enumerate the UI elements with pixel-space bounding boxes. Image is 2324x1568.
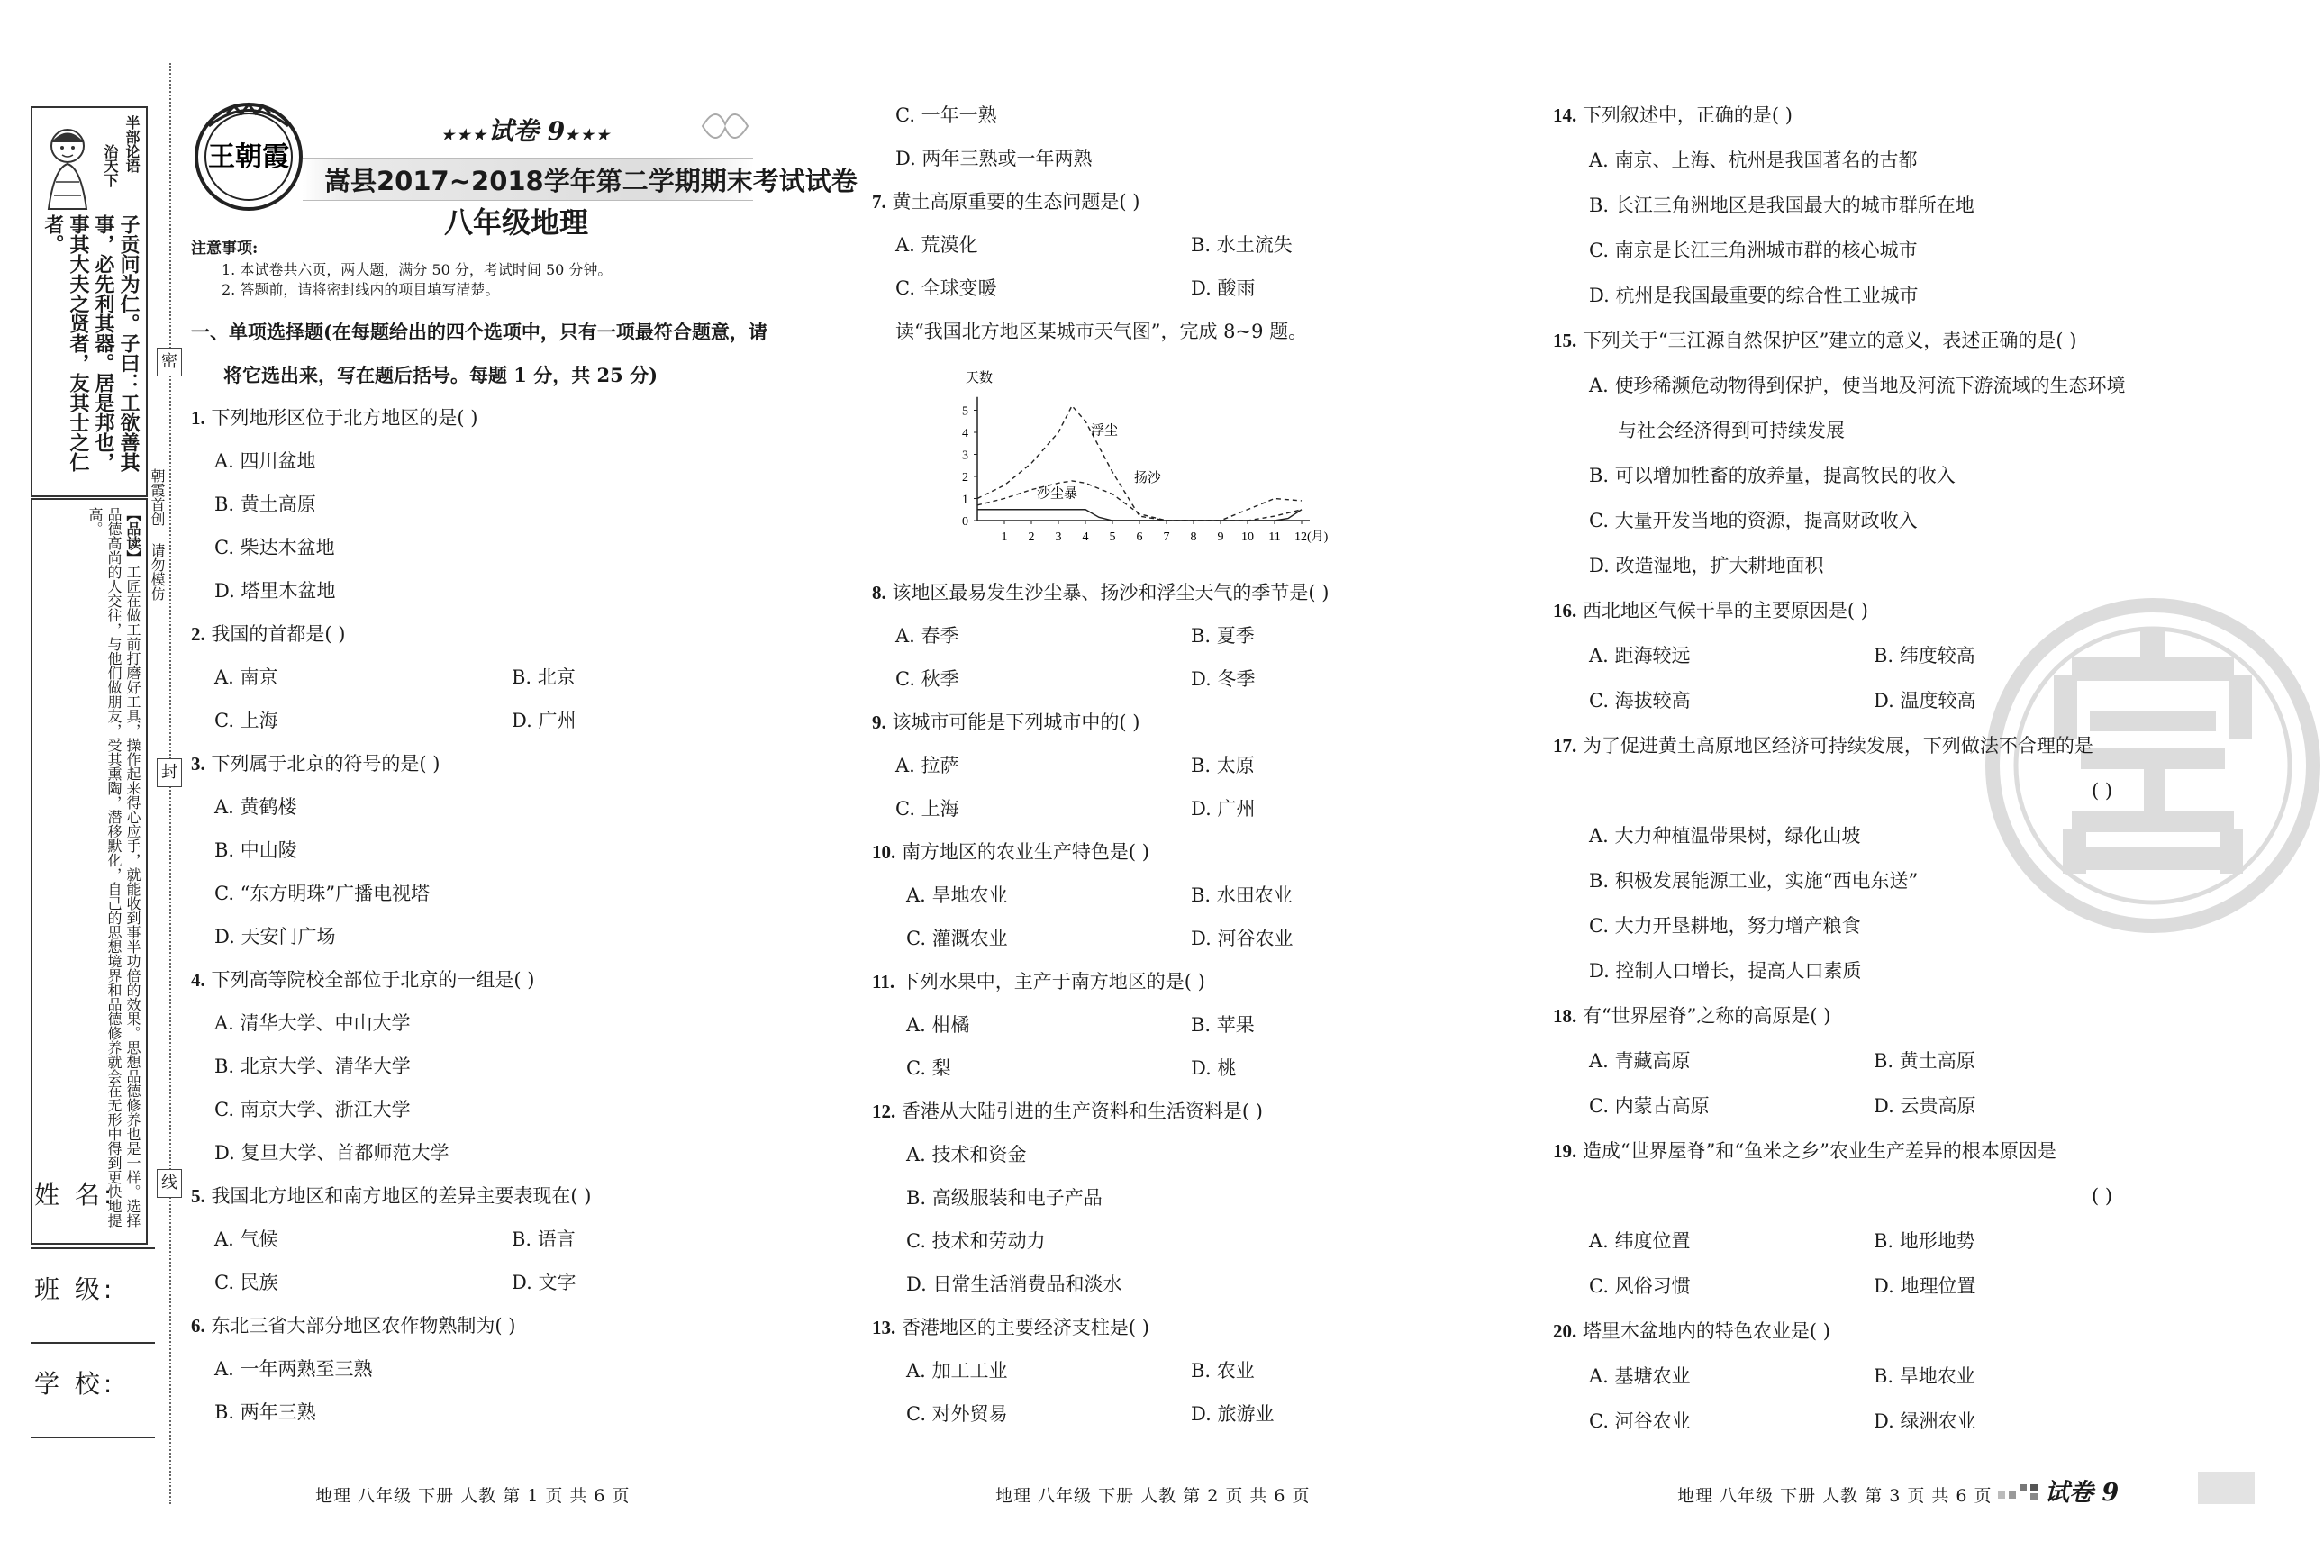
q7-option-b[interactable]: B. 水土流失 (1191, 234, 1293, 256)
q19-stem: 造成“世界屋脊”和“鱼米之乡”农业生产差异的根本原因是 (1582, 1140, 2056, 1162)
question-19 (1553, 1140, 2056, 1163)
notice-2: 2. 答题前，请将密封线内的项目填写清楚。 (222, 281, 500, 298)
pindu-text-wrap (86, 507, 142, 1228)
pindu-box (31, 498, 148, 1245)
q11-option-c[interactable]: C. 梨 (906, 1057, 951, 1079)
chart-x-tick-label: 6 (1136, 530, 1143, 544)
motto-text: 子贡问为仁。子曰：工欲善其事，必先利其器。居是邦也，事其大夫之贤者，友其士之仁者。 (41, 214, 140, 472)
q6-option-b[interactable]: B. 两年三熟 (214, 1401, 316, 1423)
q10-stem: 南方地区的农业生产特色是( ) (901, 841, 1149, 863)
question-20 (1553, 1320, 1830, 1343)
q6-option-a[interactable]: A. 一年两熟至三熟 (214, 1358, 373, 1380)
chart-series-line (977, 481, 1302, 521)
q9-option-b[interactable]: B. 太原 (1191, 755, 1255, 776)
q18-num: 18. (1553, 1005, 1577, 1027)
q8-option-a[interactable]: A. 春季 (895, 625, 959, 647)
q20-option-b[interactable]: B. 旱地农业 (1874, 1365, 1975, 1387)
q16-option-d[interactable]: D. 温度较高 (1874, 690, 1976, 711)
question-17 (1553, 735, 2093, 757)
class-field[interactable] (31, 1342, 155, 1344)
chart-y-tick-label: 1 (962, 493, 968, 507)
footer-page-2: 地理 八年级 下册 人教 第 2 页 共 6 页 (995, 1486, 1311, 1506)
q16-option-b[interactable]: B. 纬度较高 (1874, 645, 1975, 666)
footer-page-3: 地理 八年级 下册 人教 第 3 页 共 6 页 (1677, 1486, 1993, 1506)
paper-badge (441, 112, 612, 148)
ribbon-decoration (694, 99, 757, 153)
badge-stars-right: ★★★ (565, 126, 613, 143)
question-3 (191, 753, 440, 775)
q2-option-a[interactable]: A. 南京 (214, 666, 278, 688)
motto-header: 半部论语 (123, 115, 141, 173)
q18-stem: 有“世界屋脊”之称的高原是( ) (1582, 1005, 1831, 1027)
chart-x-tick-label: 7 (1163, 530, 1170, 544)
q10-option-a[interactable]: A. 旱地农业 (906, 884, 1008, 906)
q15-option-d[interactable]: D. 改造湿地，扩大耕地面积 (1589, 555, 1824, 576)
q18-option-c[interactable]: C. 内蒙古高原 (1589, 1095, 1710, 1117)
q18-option-d[interactable]: D. 云贵高原 (1874, 1095, 1976, 1117)
q15-option-a-cont[interactable]: 与社会经济得到可持续发展 (1618, 420, 1845, 441)
q14-stem: 下列叙述中，正确的是( ) (1582, 104, 1793, 126)
paper-badge-text: 试卷 9 (488, 116, 566, 146)
question-2 (191, 623, 346, 646)
q2-option-d[interactable]: D. 广州 (512, 710, 576, 731)
chart-y-tick-label: 3 (962, 449, 968, 463)
q19-option-b[interactable]: B. 地形地势 (1874, 1230, 1975, 1252)
q16-option-a[interactable]: A. 距海较远 (1589, 645, 1691, 666)
question-6 (191, 1315, 516, 1337)
q3-option-d[interactable]: D. 天安门广场 (214, 926, 336, 947)
q6-num: 6. (191, 1315, 205, 1337)
question-13 (872, 1317, 1149, 1339)
chart-labels (962, 369, 1329, 544)
chart-series-line (977, 406, 1302, 521)
chart-y-tick-label: 4 (962, 427, 968, 440)
chart-y-tick-label: 5 (962, 404, 968, 419)
chart-x-tick-label: 12(月) (1294, 530, 1329, 544)
q18-option-b[interactable]: B. 黄土高原 (1874, 1050, 1975, 1072)
q8-num: 8. (872, 582, 886, 603)
q6-option-d[interactable]: D. 两年三熟或一年两熟 (895, 148, 1093, 169)
q17-stem: 为了促进黄土高原地区经济可持续发展，下列做法不合理的是 (1582, 735, 2093, 757)
q2-option-b[interactable]: B. 北京 (512, 666, 576, 688)
q4-option-d[interactable]: D. 复旦大学、首都师范大学 (214, 1142, 449, 1164)
q5-option-d[interactable]: D. 文字 (512, 1272, 576, 1293)
q3-option-b[interactable]: B. 中山陵 (214, 839, 297, 861)
read-prompt: 读“我国北方地区某城市天气图”，完成 8~9 题。 (895, 321, 1308, 342)
chart-series (977, 406, 1302, 521)
logo-text: 王朝霞 (208, 141, 289, 173)
q3-num: 3. (191, 753, 205, 775)
scholar-illustration (36, 119, 99, 218)
q2-num: 2. (191, 623, 205, 645)
motto-box (31, 106, 148, 497)
q1-num: 1. (191, 407, 205, 429)
q8-option-d[interactable]: D. 冬季 (1191, 668, 1256, 690)
question-1 (191, 407, 478, 430)
q5-stem: 我国北方地区和南方地区的差异主要表现在( ) (211, 1185, 592, 1207)
q19-option-c[interactable]: C. 风俗习惯 (1589, 1275, 1691, 1297)
question-14 (1553, 104, 1793, 127)
q9-option-a[interactable]: A. 拉萨 (895, 755, 959, 776)
name-field[interactable] (31, 1247, 155, 1249)
q1-option-a[interactable]: A. 四川盆地 (214, 450, 316, 472)
q1-option-d[interactable]: D. 塔里木盆地 (214, 580, 336, 602)
q3-stem: 下列属于北京的符号的是( ) (211, 753, 440, 775)
q20-stem: 塔里木盆地内的特色农业是( ) (1582, 1320, 1830, 1342)
question-8 (872, 582, 1330, 604)
q19-option-d[interactable]: D. 地理位置 (1874, 1275, 1976, 1297)
q9-option-d[interactable]: D. 广州 (1191, 798, 1256, 820)
section-title-2: 将它选出来，写在题后括号。每题 1 分，共 25 分) (223, 364, 658, 386)
footer-badge: 试卷 9 (2045, 1479, 2120, 1507)
q16-stem: 西北地区气候干旱的主要原因是( ) (1582, 600, 1868, 621)
q17-option-d[interactable]: D. 控制人口增长，提高人口素质 (1589, 960, 1862, 982)
question-5 (191, 1185, 592, 1208)
chart-axes (974, 397, 1310, 524)
q14-option-b[interactable]: B. 长江三角洲地区是我国最大的城市群所在地 (1589, 195, 1974, 216)
q15-option-b[interactable]: B. 可以增加牲畜的放养量，提高牧民的收入 (1589, 465, 1956, 486)
q12-num: 12. (872, 1101, 896, 1122)
seal-char-feng: 封 (157, 758, 182, 787)
q17-option-b[interactable]: B. 积极发展能源工业，实施“西电东送” (1589, 870, 1919, 892)
q5-option-b[interactable]: B. 语言 (512, 1228, 576, 1250)
notice-1: 1. 本试卷共六页，两大题，满分 50 分，考试时间 50 分钟。 (222, 261, 613, 278)
q16-option-c[interactable]: C. 海拔较高 (1589, 690, 1691, 711)
seal-char-xian: 线 (157, 1169, 182, 1198)
q7-num: 7. (872, 191, 886, 213)
chart-x-tick-label: 4 (1082, 530, 1089, 544)
question-7 (872, 191, 1140, 213)
footer-badge-bar (2198, 1472, 2255, 1504)
q15-stem: 下列关于“三江源自然保护区”建立的意义，表述正确的是( ) (1582, 330, 2077, 351)
weather-chart (946, 367, 1329, 557)
question-12 (872, 1101, 1263, 1123)
chart-x-tick-label: 5 (1109, 530, 1116, 544)
question-18 (1553, 1005, 1830, 1028)
question-16 (1553, 600, 1868, 622)
q10-option-d[interactable]: D. 河谷农业 (1191, 928, 1294, 949)
q18-option-a[interactable]: A. 青藏高原 (1589, 1050, 1691, 1072)
q6-option-c[interactable]: C. 一年一熟 (895, 104, 997, 126)
q11-option-b[interactable]: B. 苹果 (1191, 1014, 1255, 1036)
q13-num: 13. (872, 1317, 896, 1338)
q13-stem: 香港地区的主要经济支柱是( ) (901, 1317, 1149, 1338)
footer-page-1: 地理 八年级 下册 人教 第 1 页 共 6 页 (315, 1486, 631, 1506)
q12-option-a[interactable]: A. 技术和资金 (906, 1144, 1027, 1165)
copyright-note: 朝霞首创 请勿模仿 (149, 468, 166, 601)
q7-option-d[interactable]: D. 酸雨 (1191, 277, 1256, 299)
q19-option-a[interactable]: A. 纬度位置 (1589, 1230, 1691, 1252)
chart-x-tick-label: 10 (1241, 530, 1254, 544)
q1-option-c[interactable]: C. 柴达木盆地 (214, 537, 335, 558)
q10-option-c[interactable]: C. 灌溉农业 (906, 928, 1008, 949)
q13-option-a[interactable]: A. 加工工业 (906, 1360, 1008, 1382)
name-label: 姓 名: (34, 1180, 116, 1210)
pindu-text: 工匠在做工前打磨好工具，操作起来得心应手，就能收到事半功倍的效果。思想品德修养也是一样。选择品德高尚的人交往，与他们做朋友，受其熏陶，潜移默化，自己的思想境界和品德修养就会在无形中得到更快地提高。 (86, 507, 141, 1228)
chart-x-tick-label: 8 (1190, 530, 1197, 544)
chart-series-line (977, 510, 1302, 521)
brand-logo (191, 99, 306, 214)
q11-option-d[interactable]: D. 桃 (1191, 1057, 1237, 1079)
chart-x-tick-label: 2 (1028, 530, 1035, 544)
q4-num: 4. (191, 969, 205, 991)
pindu-label: 【品读】 (124, 507, 141, 565)
q2-option-c[interactable]: C. 上海 (214, 710, 278, 731)
q8-stem: 该地区最易发生沙尘暴、扬沙和浮尘天气的季节是( ) (892, 582, 1330, 603)
q12-option-d[interactable]: D. 日常生活消费品和淡水 (906, 1273, 1122, 1295)
q5-num: 5. (191, 1185, 205, 1207)
q16-num: 16. (1553, 600, 1577, 621)
q17-option-a[interactable]: A. 大力种植温带果树，绿化山坡 (1589, 825, 1861, 847)
q15-option-a[interactable]: A. 使珍稀濒危动物得到保护，使当地及河流下游流域的生态环境 (1589, 375, 2126, 396)
q3-option-c[interactable]: C. “东方明珠”广播电视塔 (214, 883, 431, 904)
notice-title: 注意事项: (191, 240, 259, 258)
q4-stem: 下列高等院校全部位于北京的一组是( ) (211, 969, 535, 991)
q20-num: 20. (1553, 1320, 1577, 1342)
chart-x-tick-label: 9 (1217, 530, 1224, 544)
chart-y-tick-label: 2 (962, 471, 968, 485)
badge-dots-decoration (1998, 1475, 2045, 1502)
q11-option-a[interactable]: A. 柑橘 (906, 1014, 970, 1036)
exam-subtitle: 八年级地理 (444, 205, 589, 240)
q14-option-d[interactable]: D. 杭州是我国最重要的综合性工业城市 (1589, 285, 1919, 306)
chart-series-label: 扬沙 (1134, 469, 1162, 486)
q9-stem: 该城市可能是下列城市中的( ) (892, 711, 1140, 733)
chart-x-tick-label: 11 (1268, 530, 1281, 544)
q14-option-a[interactable]: A. 南京、上海、杭州是我国著名的古都 (1589, 150, 1918, 171)
q6-stem: 东北三省大部分地区农作物熟制为( ) (211, 1315, 516, 1337)
q15-option-c[interactable]: C. 大量开发当地的资源，提高财政收入 (1589, 510, 1918, 531)
section-title-1: 一、单项选择题(在每题给出的四个选项中，只有一项最符合题意，请 (191, 321, 767, 343)
q8-option-b[interactable]: B. 夏季 (1191, 625, 1255, 647)
q12-option-b[interactable]: B. 高级服装和电子产品 (906, 1187, 1103, 1209)
q17-option-c[interactable]: C. 大力开垦耕地，努力增产粮食 (1589, 915, 1861, 937)
question-11 (872, 971, 1205, 993)
chart-x-tick-label: 1 (1001, 530, 1008, 544)
q5-option-c[interactable]: C. 民族 (214, 1272, 278, 1293)
q19-num: 19. (1553, 1140, 1577, 1162)
school-field[interactable] (31, 1437, 155, 1438)
q13-option-b[interactable]: B. 农业 (1191, 1360, 1255, 1382)
q4-option-c[interactable]: C. 南京大学、浙江大学 (214, 1099, 411, 1120)
q7-option-c[interactable]: C. 全球变暖 (895, 277, 997, 299)
q11-stem: 下列水果中，主产于南方地区的是( ) (900, 971, 1205, 992)
q13-option-d[interactable]: D. 旅游业 (1191, 1403, 1275, 1425)
question-15 (1553, 330, 2076, 352)
q20-option-c[interactable]: C. 河谷农业 (1589, 1410, 1691, 1432)
chart-x-tick-label: 3 (1055, 530, 1062, 544)
motto-sub: 治天下 (102, 144, 119, 187)
q14-option-c[interactable]: C. 南京是长江三角洲城市群的核心城市 (1589, 240, 1918, 261)
question-9 (872, 711, 1140, 734)
chart-y-axis-label: 天数 (966, 369, 994, 385)
q10-option-b[interactable]: B. 水田农业 (1191, 884, 1293, 906)
q9-num: 9. (872, 711, 886, 733)
seal-char-mi: 密 (157, 348, 182, 376)
class-label: 班 级: (34, 1274, 116, 1304)
q7-stem: 黄土高原重要的生态问题是( ) (892, 191, 1140, 213)
q5-option-a[interactable]: A. 气候 (214, 1228, 278, 1250)
q17-answer-paren[interactable]: ( ) (2092, 780, 2113, 802)
watermark-seal (1982, 594, 2324, 937)
question-4 (191, 969, 535, 992)
q8-option-c[interactable]: C. 秋季 (895, 668, 959, 690)
school-label: 学 校: (34, 1369, 116, 1399)
exam-title: 嵩县2017~2018学年第二学期期末考试试卷 (324, 166, 858, 196)
q19-answer-paren[interactable]: ( ) (2092, 1185, 2113, 1207)
q14-num: 14. (1553, 104, 1577, 126)
chart-series-label: 沙尘暴 (1037, 485, 1078, 502)
q9-option-c[interactable]: C. 上海 (895, 798, 959, 820)
q7-option-a[interactable]: A. 荒漠化 (895, 234, 978, 256)
q12-option-c[interactable]: C. 技术和劳动力 (906, 1230, 1046, 1252)
q3-option-a[interactable]: A. 黄鹤楼 (214, 796, 297, 818)
q15-num: 15. (1553, 330, 1577, 351)
chart-series-label: 浮尘 (1091, 421, 1119, 439)
q12-stem: 香港从大陆引进的生产资料和生活资料是( ) (901, 1101, 1263, 1122)
q2-stem: 我国的首都是( ) (211, 623, 346, 645)
q1-stem: 下列地形区位于北方地区的是( ) (211, 407, 478, 429)
chart-y-tick-label: 0 (962, 515, 968, 529)
badge-stars-left: ★★★ (441, 126, 489, 143)
q4-option-a[interactable]: A. 清华大学、中山大学 (214, 1012, 411, 1034)
q4-option-b[interactable]: B. 北京大学、清华大学 (214, 1056, 411, 1077)
q10-num: 10. (872, 841, 896, 863)
question-10 (872, 841, 1149, 864)
q17-num: 17. (1553, 735, 1577, 757)
q20-option-d[interactable]: D. 绿洲农业 (1874, 1410, 1976, 1432)
q20-option-a[interactable]: A. 基塘农业 (1589, 1365, 1691, 1387)
q11-num: 11. (872, 971, 895, 992)
q1-option-b[interactable]: B. 黄土高原 (214, 494, 316, 515)
q13-option-c[interactable]: C. 对外贸易 (906, 1403, 1008, 1425)
